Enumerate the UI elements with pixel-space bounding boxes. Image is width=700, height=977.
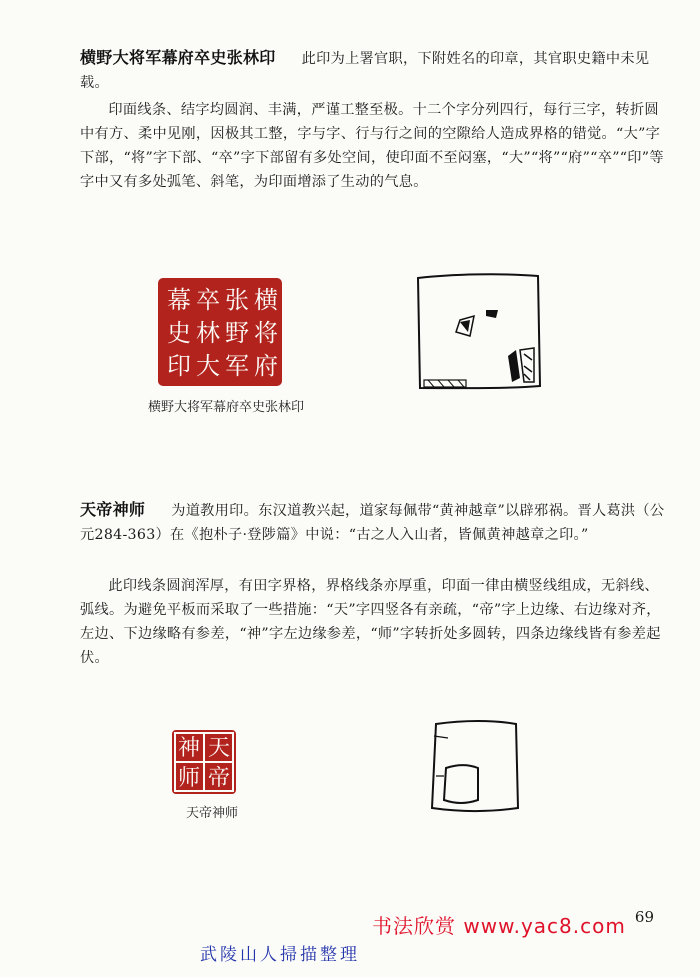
section2-title: 天帝神师 [80,500,146,519]
seal-character: 横 [254,286,278,314]
section1-intro [80,46,668,95]
seal-character: 史 [167,319,191,347]
seal-character: 林 [196,319,220,347]
page-number: 69 [634,908,654,926]
seal-sketch-tiandi [424,716,522,816]
seal-character: 张 [225,286,249,314]
seal-character: 卒 [196,286,220,314]
watermark-text: 书法欣赏 www.yac8.com [372,914,626,938]
section1-title: 横野大将军幕府卒史张林印 [80,48,276,67]
seal-character: 师 [177,766,201,791]
seal-sketch-zhanglin [412,270,544,394]
section1-body: 印面线条、结字均圆润、丰满，严谨工整至极。十二个字分列四行，每行三字，转折圆中有方、柔中见刚，因极其工整，字与字、行与行之间的空隙给人造成界格的错觉。“大”字下部，“将”字下部、“卒”字下部留有多处空间，使印面不至闷塞，“大”“将”“府”“卒”“印”等字中又有多处弧笔、斜笔，为印面增添了生动的气息。 [80,102,664,190]
seal-character: 府 [254,352,278,380]
seal-character: 帝 [207,766,231,791]
seal-image-zhanglin [158,278,282,386]
seal-character: 将 [254,319,278,347]
seal-character: 军 [225,352,249,380]
section2-intro [80,498,668,547]
seal-character: 幕 [167,286,191,314]
section2-body: 此印线条圆润浑厚，有田字界格，界格线条亦厚重，印面一律由横竖线组成，无斜线、弧线。为避免平板而采取了一些措施：“天”字四竖各有亲疏，“帝”字上边缘、右边缘对齐，左边、下边缘略有参差，“神”字左边缘参差，“师”字转折处多圆转，四条边缘线皆有参差起伏。 [80,578,661,666]
seal-character: 天 [207,736,231,761]
section2-caption: 天帝神师 [186,806,239,821]
seal-character: 大 [196,352,220,380]
section1-caption: 横野大将军幕府卒史张林印 [148,400,305,415]
section2-intro-text: 为道教用印。东汉道教兴起，道家每佩带“黄神越章”以辟邪祸。晋人葛洪（公元284-363）在《抱朴子·登陟篇》中说：“古之人入山者，皆佩黄神越章之印。” [80,503,665,543]
seal-character: 野 [225,319,249,347]
scan-credit: 武陵山人掃描整理 [200,945,360,965]
seal-image-tiandi [172,730,236,794]
seal-character: 神 [177,736,201,761]
section1-intro-text: 此印为上署官职，下附姓名的印章，其官职史籍中未见载。 [80,51,650,91]
seal-character: 印 [167,352,191,380]
